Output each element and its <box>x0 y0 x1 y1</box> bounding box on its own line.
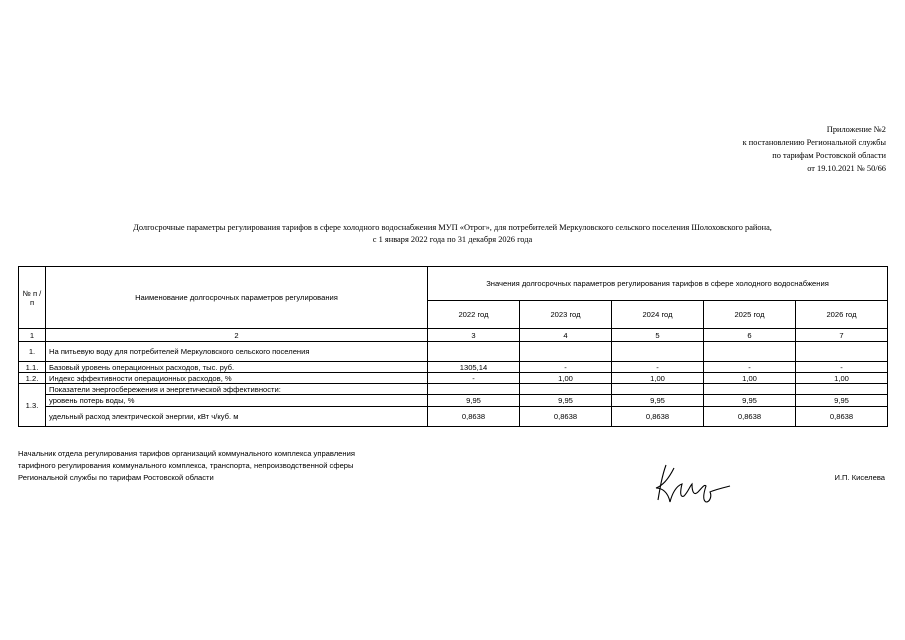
row-name: Базовый уровень операционных расходов, тыс. руб. <box>46 362 428 373</box>
table-row <box>19 342 888 362</box>
parameters-table <box>18 266 888 427</box>
group-title: Показатели энергосбережения и энергетической эффективности: <box>46 384 428 395</box>
header-values-group: Значения долгосрочных параметров регулирования тарифов в сфере холодного водоснабжения <box>428 267 888 301</box>
row-name: удельный расход электрической энергии, кВт ч/куб. м <box>46 407 428 427</box>
document-title <box>0 222 905 246</box>
col-number: 4 <box>520 329 612 342</box>
row-value: 0,8638 <box>520 407 612 427</box>
empty-cell <box>612 384 704 395</box>
col-number: 7 <box>796 329 888 342</box>
table-row <box>19 362 888 373</box>
row-value: 0,8638 <box>612 407 704 427</box>
header-year-2025: 2025 год <box>704 301 796 329</box>
empty-cell <box>520 384 612 395</box>
table-row <box>19 373 888 384</box>
row-value: 9,95 <box>796 395 888 407</box>
signer-name: И.П. Киселева <box>834 473 885 482</box>
row-value: - <box>520 362 612 373</box>
row-value: - <box>428 373 520 384</box>
group-num: 1.3. <box>19 384 46 427</box>
empty-cell <box>796 384 888 395</box>
appendix-block <box>743 123 886 175</box>
row-value: - <box>612 362 704 373</box>
table-row <box>19 407 888 427</box>
empty-cell <box>704 384 796 395</box>
row-name: На питьевую воду для потребителей Меркуловского сельского поселения <box>46 342 428 362</box>
col-number: 6 <box>704 329 796 342</box>
col-number: 5 <box>612 329 704 342</box>
row-value: - <box>704 362 796 373</box>
row-value: 0,8638 <box>704 407 796 427</box>
appendix-line-4: от 19.10.2021 № 50/66 <box>807 164 886 173</box>
col-number: 2 <box>46 329 428 342</box>
row-value <box>428 342 520 362</box>
header-year-2024: 2024 год <box>612 301 704 329</box>
title-line-2: с 1 января 2022 года по 31 декабря 2026 года <box>372 235 533 244</box>
position-line-1: Начальник отдела регулирования тарифов организаций коммунального комплекса управления <box>18 449 355 458</box>
row-value <box>704 342 796 362</box>
header-year-2022: 2022 год <box>428 301 520 329</box>
signatory-position <box>18 448 438 484</box>
row-value: - <box>796 362 888 373</box>
row-value <box>796 342 888 362</box>
row-value: 1,00 <box>704 373 796 384</box>
position-line-2: тарифного регулирования коммунального комплекса, транспорта, непроизводственной сферы <box>18 461 354 470</box>
row-num: 1.1. <box>19 362 46 373</box>
row-num: 1. <box>19 342 46 362</box>
row-value: 0,8638 <box>428 407 520 427</box>
header-year-2026: 2026 год <box>796 301 888 329</box>
column-number-row <box>19 329 888 342</box>
header-name: Наименование долгосрочных параметров регулирования <box>46 267 428 329</box>
handwritten-signature <box>652 462 732 506</box>
appendix-line-1: Приложение №2 <box>826 125 886 134</box>
row-value <box>612 342 704 362</box>
row-value: 0,8638 <box>796 407 888 427</box>
row-name: уровень потерь воды, % <box>46 395 428 407</box>
row-name: Индекс эффективности операционных расходов, % <box>46 373 428 384</box>
row-value: 1305,14 <box>428 362 520 373</box>
row-value: 1,00 <box>612 373 704 384</box>
table-row <box>19 395 888 407</box>
row-num: 1.2. <box>19 373 46 384</box>
row-value: 1,00 <box>796 373 888 384</box>
header-num: № п /п <box>19 267 46 329</box>
position-line-3: Региональной службы по тарифам Ростовской области <box>18 473 214 482</box>
appendix-line-2: к постановлению Региональной службы <box>742 138 886 147</box>
row-value: 9,95 <box>428 395 520 407</box>
col-number: 1 <box>19 329 46 342</box>
row-value: 9,95 <box>520 395 612 407</box>
header-row-1 <box>19 267 888 301</box>
title-line-1: Долгосрочные параметры регулирования тарифов в сфере холодного водоснабжения МУП «Отрог», для потребителей Меркуловского сельского поселения Шолоховского района, <box>133 223 772 232</box>
header-year-2023: 2023 год <box>520 301 612 329</box>
col-number: 3 <box>428 329 520 342</box>
row-value: 9,95 <box>704 395 796 407</box>
row-value: 9,95 <box>612 395 704 407</box>
row-value: 1,00 <box>520 373 612 384</box>
empty-cell <box>428 384 520 395</box>
row-value <box>520 342 612 362</box>
group-header-row <box>19 384 888 395</box>
appendix-line-3: по тарифам Ростовской области <box>772 151 886 160</box>
